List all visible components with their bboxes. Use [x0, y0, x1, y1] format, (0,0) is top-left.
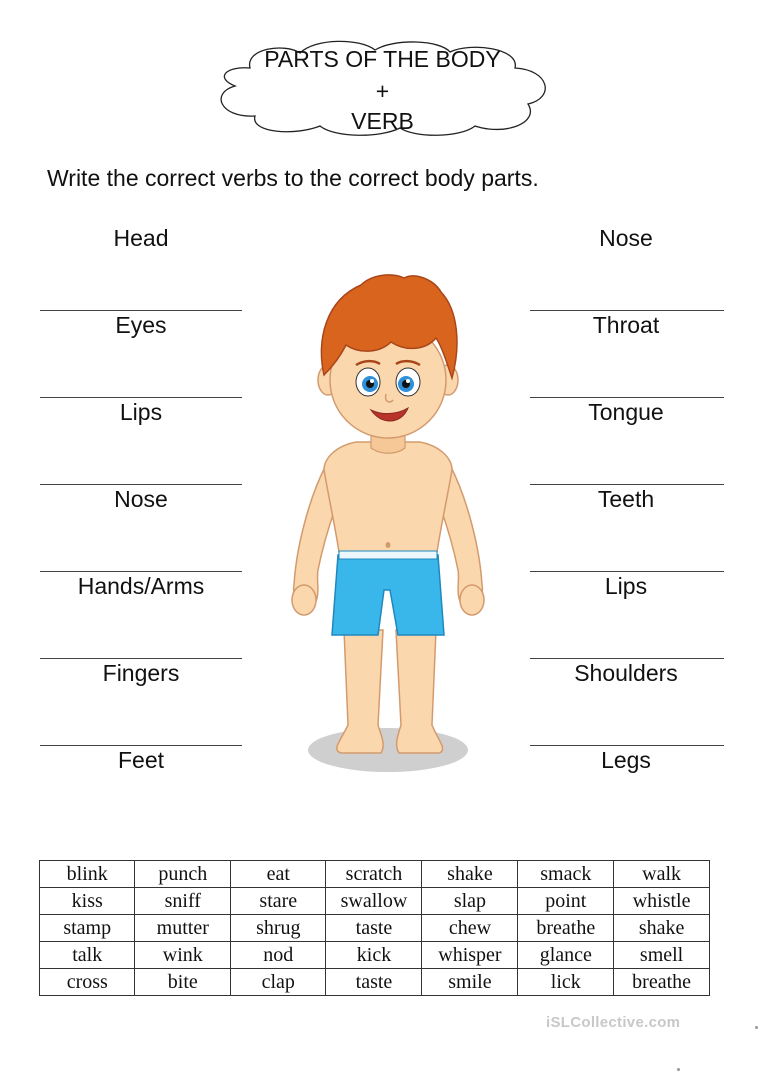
answer-line[interactable] — [530, 484, 724, 485]
verb-cell: kick — [326, 942, 422, 969]
verb-cell: whistle — [614, 888, 710, 915]
instruction-text: Write the correct verbs to the correct body parts. — [47, 165, 539, 191]
verb-cell: sniff — [135, 888, 231, 915]
verb-cell: smile — [422, 969, 518, 996]
table-row — [40, 861, 710, 888]
answer-line[interactable] — [40, 310, 242, 311]
verb-cell: shake — [422, 861, 518, 888]
answer-line[interactable] — [530, 745, 724, 746]
answer-line[interactable] — [530, 658, 724, 659]
verb-cell: shrug — [231, 915, 326, 942]
answer-line[interactable] — [40, 484, 242, 485]
verb-cell: blink — [40, 861, 135, 888]
verb-cell: glance — [518, 942, 614, 969]
title-line-1: PARTS OF THE BODY — [264, 46, 501, 72]
right-part-label: Lips — [604, 573, 648, 599]
verb-word-bank-table — [39, 860, 710, 996]
watermark-text: iSLCollective.com — [546, 1014, 681, 1031]
page-dot — [677, 1068, 680, 1071]
table-row — [40, 969, 710, 996]
left-part-label: Fingers — [102, 660, 180, 686]
verb-cell: punch — [135, 861, 231, 888]
verb-cell: stare — [231, 888, 326, 915]
answer-line[interactable] — [530, 571, 724, 572]
left-part-label: Eyes — [115, 312, 167, 338]
table-row — [40, 888, 710, 915]
verb-cell: breathe — [614, 969, 710, 996]
right-part-label: Teeth — [597, 486, 655, 512]
verb-cell: kiss — [40, 888, 135, 915]
page-dot — [755, 1026, 758, 1029]
answer-line[interactable] — [40, 745, 242, 746]
answer-line[interactable] — [40, 658, 242, 659]
verb-cell: stamp — [40, 915, 135, 942]
left-part-label: Lips — [119, 399, 163, 425]
answer-line[interactable] — [530, 310, 724, 311]
left-part-label: Head — [113, 225, 169, 251]
verb-cell: smack — [518, 861, 614, 888]
verb-cell: point — [518, 888, 614, 915]
verb-cell: nod — [231, 942, 326, 969]
answer-line[interactable] — [40, 571, 242, 572]
verb-cell: breathe — [518, 915, 614, 942]
verb-cell: lick — [518, 969, 614, 996]
verb-cell: taste — [326, 915, 422, 942]
verb-cell: talk — [40, 942, 135, 969]
verb-cell: walk — [614, 861, 710, 888]
left-part-label: Nose — [114, 486, 168, 512]
boy-illustration — [286, 270, 490, 775]
verb-cell: shake — [614, 915, 710, 942]
verb-cell: taste — [326, 969, 422, 996]
verb-cell: scratch — [326, 861, 422, 888]
title-line-2: + — [375, 78, 390, 104]
table-row — [40, 942, 710, 969]
right-part-label: Tongue — [588, 399, 664, 425]
verb-cell: smell — [614, 942, 710, 969]
verb-cell: swallow — [326, 888, 422, 915]
verb-cell: mutter — [135, 915, 231, 942]
answer-line[interactable] — [40, 397, 242, 398]
verb-cell: wink — [135, 942, 231, 969]
verb-cell: slap — [422, 888, 518, 915]
right-part-label: Nose — [599, 225, 653, 251]
verb-cell: cross — [40, 969, 135, 996]
verb-cell: chew — [422, 915, 518, 942]
right-part-label: Shoulders — [574, 660, 678, 686]
right-part-label: Throat — [592, 312, 660, 338]
verb-cell: clap — [231, 969, 326, 996]
verb-cell: whisper — [422, 942, 518, 969]
title-line-3: VERB — [351, 108, 414, 134]
left-part-label: Feet — [117, 747, 165, 773]
table-row — [40, 915, 710, 942]
verb-cell: eat — [231, 861, 326, 888]
right-part-label: Legs — [601, 747, 651, 773]
verb-cell: bite — [135, 969, 231, 996]
answer-line[interactable] — [530, 397, 724, 398]
left-part-label: Hands/Arms — [77, 573, 205, 599]
